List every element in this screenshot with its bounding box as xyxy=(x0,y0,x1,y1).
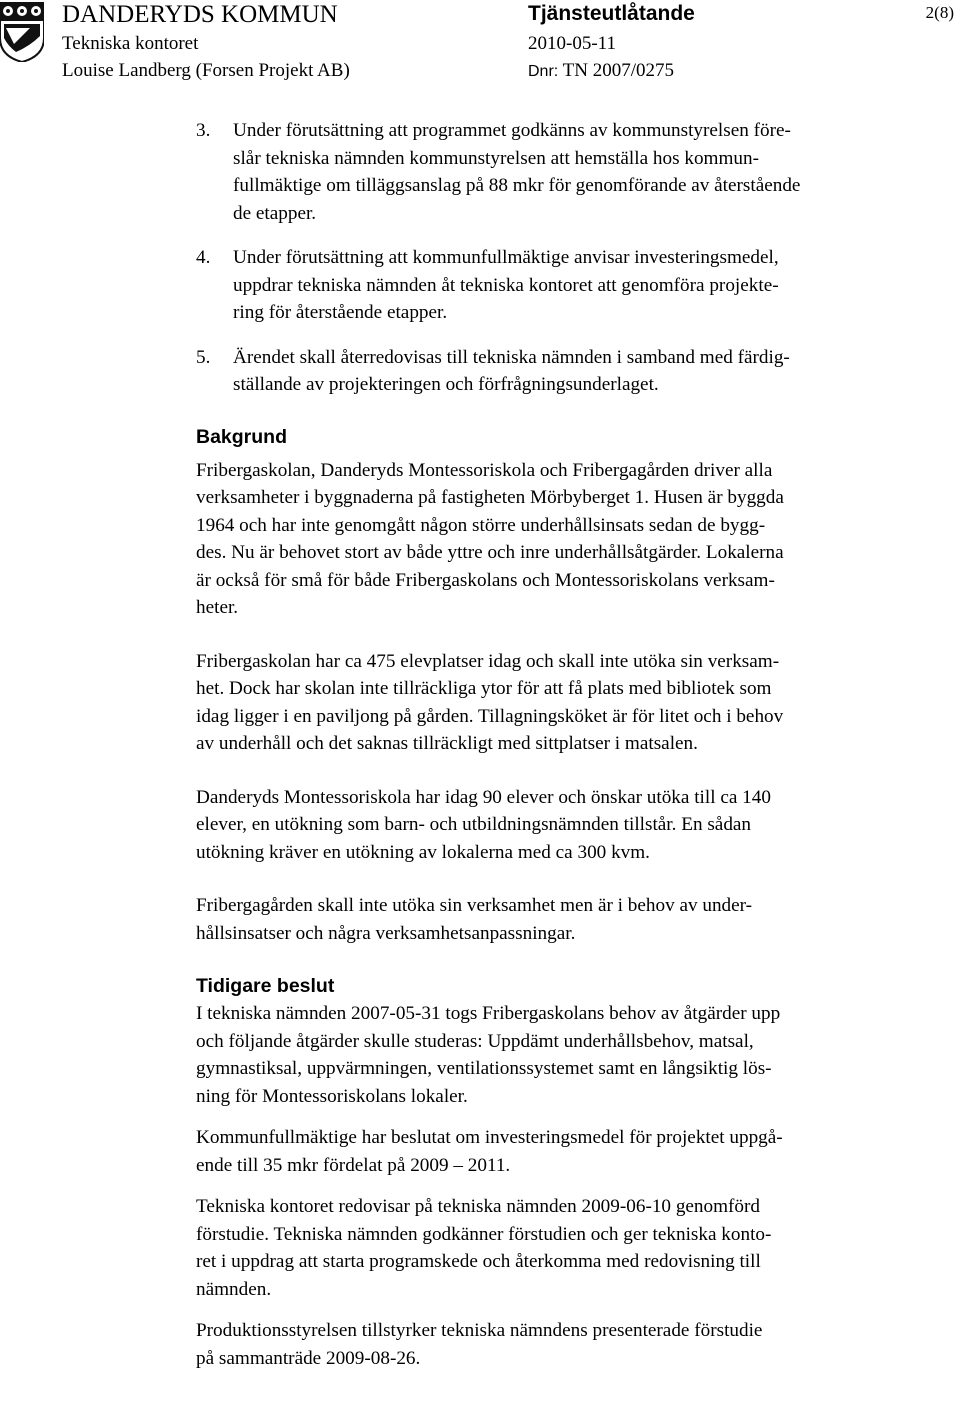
text-line: Kommunfullmäktige har beslutat om investeringsmedel för projektet uppgå- xyxy=(196,1127,783,1148)
text-line: ning för Montessoriskolans lokaler. xyxy=(196,1085,468,1107)
text-line: Danderyds Montessoriskola har idag 90 elever och önskar utöka till ca 140 xyxy=(196,786,771,808)
text-line: slår tekniska nämnden kommunstyrelsen att hemställa hos kommun- xyxy=(233,147,759,169)
paragraph xyxy=(196,1000,936,1110)
diary-number-label: Dnr: xyxy=(528,63,559,80)
text-line: förstudie. Tekniska nämnden godkänner förstudien och ger tekniska konto- xyxy=(196,1223,772,1245)
department-name: Tekniska kontoret xyxy=(62,33,199,54)
text-line: Ärendet skall återredovisas till tekniska nämnden i samband med färdig- xyxy=(233,346,790,368)
decision-item xyxy=(196,344,936,399)
diary-number-value: TN 2007/0275 xyxy=(558,60,674,81)
text-line: verksamheter i byggnaderna på fastigheten Mörbyberget 1. Husen är byggda xyxy=(196,487,784,508)
document-body xyxy=(196,117,936,1386)
text-line: Produktionsstyrelsen tillstyrker tekniska nämndens presenterade förstudie xyxy=(196,1320,763,1341)
text-line: ende till 35 mkr fördelat på 2009 – 2011. xyxy=(196,1154,511,1176)
text-line: Tekniska kontoret redovisar på tekniska nämnden 2009-06-10 genomförd xyxy=(196,1196,761,1217)
item-number: 5. xyxy=(196,346,211,368)
text-line: Fribergaskolan har ca 475 elevplatser idag och skall inte utöka sin verksam- xyxy=(196,650,780,672)
item-number: 4. xyxy=(196,247,211,268)
paragraph xyxy=(196,1317,936,1372)
text-line: idag ligger i en paviljong på gården. Tillagningsköket är för litet och i behov xyxy=(196,705,784,727)
text-line: de etapper. xyxy=(233,202,317,224)
document-type: Tjänsteutlåtande xyxy=(528,2,695,25)
coat-of-arms-icon xyxy=(0,2,44,62)
text-line: av underhåll och det saknas tillräckligt med sittplatser i matsalen. xyxy=(196,733,698,754)
text-line: är också för små för både Fribergaskolans och Montessoriskolans verksam- xyxy=(196,569,775,591)
paragraph xyxy=(196,784,936,867)
text-line: ring för återstående etapper. xyxy=(233,302,448,323)
paragraph xyxy=(196,457,936,622)
author-name: Louise Landberg (Forsen Projekt AB) xyxy=(62,60,350,81)
org-name: DANDERYDS KOMMUN xyxy=(62,1,338,28)
text-line: Fribergagården skall inte utöka sin verksamhet men är i behov av under- xyxy=(196,895,753,916)
text-line: på sammanträde 2009-08-26. xyxy=(196,1347,421,1369)
text-line: Fribergaskolan, Danderyds Montessoriskola och Fribergagården driver alla xyxy=(196,459,773,481)
text-line: elever, en utökning som barn- och utbildningsnämnden tillstår. En sådan xyxy=(196,814,752,835)
text-line: och följande åtgärder skulle studeras: Uppdämt underhållsbehov, matsal, xyxy=(196,1030,754,1052)
paragraph xyxy=(196,1124,936,1179)
document-date: 2010-05-11 xyxy=(528,33,616,54)
text-line: Under förutsättning att kommunfullmäktige anvisar investeringsmedel, xyxy=(233,247,779,268)
text-line: gymnastiksal, uppvärmningen, ventilationssystemet samt en långsiktig lös- xyxy=(196,1058,772,1079)
paragraph xyxy=(196,892,936,947)
text-line: Under förutsättning att programmet godkänns av kommunstyrelsen före- xyxy=(233,120,791,141)
text-line: heter. xyxy=(196,597,239,618)
paragraph xyxy=(196,1193,936,1303)
decision-item xyxy=(196,117,936,227)
text-line: utökning kräver en utökning av lokalerna med ca 300 kvm. xyxy=(196,841,650,863)
paragraph xyxy=(196,648,936,758)
text-line: I tekniska nämnden 2007-05-31 togs Fribergaskolans behov av åtgärder upp xyxy=(196,1003,781,1024)
section-heading-tidigare-beslut: Tidigare beslut xyxy=(196,975,335,997)
text-line: hållsinsatser och några verksamhetsanpassningar. xyxy=(196,922,576,944)
section-heading-bakgrund: Bakgrund xyxy=(196,425,288,448)
text-line: uppdrar tekniska nämnden åt tekniska kontoret att genomföra projekte- xyxy=(233,274,779,296)
page-number: 2(8) xyxy=(925,3,954,22)
decision-item xyxy=(196,244,936,327)
text-line: ret i uppdrag att starta programskede och återkomma med redovisning till xyxy=(196,1251,761,1272)
text-line: fullmäktige om tilläggsanslag på 88 mkr för genomförande av återstående xyxy=(233,175,801,196)
diary-number xyxy=(528,59,674,84)
text-line: 1964 och har inte genomgått någon större underhållsinsats sedan de bygg- xyxy=(196,514,766,536)
text-line: nämnden. xyxy=(196,1278,272,1300)
text-line: des. Nu är behovet stort av både yttre och inre underhållsåtgärder. Lokalerna xyxy=(196,542,784,563)
text-line: ställande av projekteringen och förfrågningsunderlaget. xyxy=(233,374,659,395)
item-number: 3. xyxy=(196,120,211,141)
text-line: het. Dock har skolan inte tillräckliga ytor för att få plats med bibliotek som xyxy=(196,678,772,699)
